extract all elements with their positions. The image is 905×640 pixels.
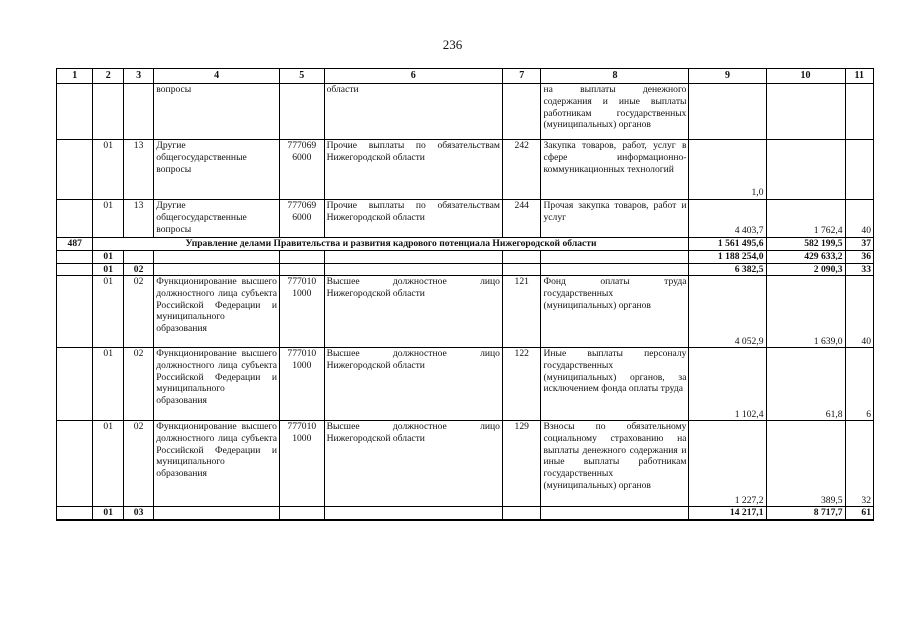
program-name-cell: Прочие выплаты по обязательствам Нижегородской области — [324, 140, 502, 200]
table-row — [57, 421, 874, 507]
target-code-cell: 777010 1000 — [279, 348, 324, 421]
table-row — [57, 263, 874, 276]
ministry-title-cell: Управление делами Правительства и развития кадрового потенциала Нижегородской области — [93, 238, 689, 251]
plan-amount-cell: 1 227,2 — [689, 421, 766, 507]
percent-cell: 6 — [845, 348, 873, 421]
actual-amount-cell: 8 717,7 — [766, 507, 845, 520]
actual-amount-cell: 61,8 — [766, 348, 845, 421]
target-code-cell: 777069 6000 — [279, 200, 324, 238]
header-cell: 9 — [689, 69, 766, 84]
expense-type-cell: Закупка товаров, работ, услуг в сфере информационно-коммуникационных технологий — [541, 140, 689, 200]
target-code-cell: 777010 1000 — [279, 421, 324, 507]
subsection-code-cell: 13 — [123, 140, 153, 200]
section-code-cell: 01 — [93, 250, 123, 263]
table-row — [57, 140, 874, 200]
percent-cell — [845, 140, 873, 200]
expense-code-cell: 121 — [502, 276, 541, 348]
subsection-code-cell: 02 — [123, 348, 153, 421]
percent-cell: 32 — [845, 421, 873, 507]
section-code-cell: 01 — [93, 276, 123, 348]
actual-amount-cell: 2 090,3 — [766, 263, 845, 276]
plan-amount-cell: 1 102,4 — [689, 348, 766, 421]
expense-type-cell: Прочая закупка товаров, работ и услуг — [541, 200, 689, 238]
table-row — [57, 348, 874, 421]
table-row — [57, 84, 874, 140]
subsection-code-cell: 03 — [123, 507, 153, 520]
header-cell: 3 — [123, 69, 153, 84]
plan-amount-cell: 1,0 — [689, 140, 766, 200]
percent-cell: 33 — [845, 263, 873, 276]
plan-amount-cell: 14 217,1 — [689, 507, 766, 520]
program-name-cell: Прочие выплаты по обязательствам Нижегородской области — [324, 200, 502, 238]
expense-code-cell: 244 — [502, 200, 541, 238]
subsection-code-cell: 02 — [123, 263, 153, 276]
section-name-cell: Другие общегосударственные вопросы — [154, 140, 280, 200]
header-row — [57, 69, 874, 84]
program-name-cell: Высшее должностное лицо Нижегородской области — [324, 421, 502, 507]
section-code-cell: 01 — [93, 263, 123, 276]
actual-amount-cell: 429 633,2 — [766, 250, 845, 263]
expense-type-cell: на выплаты денежного содержания и иные выплаты работникам государственных (муниципальных) органов — [541, 84, 689, 140]
section-name-cell: Другие общегосударственные вопросы — [154, 200, 280, 238]
section-name-cell: Функционирование высшего должностного лица субъекта Российской Федерации и муниципального образования — [154, 348, 280, 421]
program-name-cell: области — [324, 84, 502, 140]
actual-amount-cell: 389,5 — [766, 421, 845, 507]
section-code-cell: 01 — [93, 200, 123, 238]
table-row — [57, 200, 874, 238]
percent-cell: 40 — [845, 200, 873, 238]
budget-table — [56, 68, 874, 521]
header-cell: 10 — [766, 69, 845, 84]
expense-code-cell: 122 — [502, 348, 541, 421]
header-cell: 5 — [279, 69, 324, 84]
subsection-code-cell: 02 — [123, 421, 153, 507]
expense-code-cell: 242 — [502, 140, 541, 200]
plan-amount-cell: 4 052,9 — [689, 276, 766, 348]
table-row — [57, 276, 874, 348]
section-code-cell: 01 — [93, 348, 123, 421]
section-code-cell: 01 — [93, 421, 123, 507]
section-name-cell: вопросы — [154, 84, 280, 140]
percent-cell: 37 — [845, 238, 873, 251]
table-row — [57, 250, 874, 263]
target-code-cell: 777010 1000 — [279, 276, 324, 348]
expense-code-cell: 129 — [502, 421, 541, 507]
header-cell: 4 — [154, 69, 280, 84]
program-name-cell: Высшее должностное лицо Нижегородской области — [324, 348, 502, 421]
plan-amount-cell: 1 561 495,6 — [689, 238, 766, 251]
header-cell: 1 — [57, 69, 93, 84]
header-cell: 11 — [845, 69, 873, 84]
table-row — [57, 238, 874, 251]
plan-amount-cell: 4 403,7 — [689, 200, 766, 238]
page-number: 236 — [442, 37, 463, 52]
header-cell: 8 — [541, 69, 689, 84]
table-row — [57, 507, 874, 520]
actual-amount-cell: 1 639,0 — [766, 276, 845, 348]
expense-type-cell: Взносы по обязательному социальному страхованию на выплаты денежного содержания и иные выплаты работникам государственных (муниципальных) органов — [541, 421, 689, 507]
target-code-cell: 777069 6000 — [279, 140, 324, 200]
section-code-cell: 01 — [93, 140, 123, 200]
program-name-cell: Высшее должностное лицо Нижегородской области — [324, 276, 502, 348]
percent-cell: 36 — [845, 250, 873, 263]
subsection-code-cell: 13 — [123, 200, 153, 238]
ministry-code-cell: 487 — [57, 238, 93, 251]
actual-amount-cell — [766, 140, 845, 200]
section-name-cell: Функционирование высшего должностного лица субъекта Российской Федерации и муниципального образования — [154, 276, 280, 348]
actual-amount-cell: 1 762,4 — [766, 200, 845, 238]
header-cell: 6 — [324, 69, 502, 84]
actual-amount-cell: 582 199,5 — [766, 238, 845, 251]
plan-amount-cell: 6 382,5 — [689, 263, 766, 276]
percent-cell: 61 — [845, 507, 873, 520]
section-code-cell: 01 — [93, 507, 123, 520]
expense-type-cell: Фонд оплаты труда государственных (муниципальных) органов — [541, 276, 689, 348]
percent-cell: 40 — [845, 276, 873, 348]
subsection-code-cell: 02 — [123, 276, 153, 348]
plan-amount-cell: 1 188 254,0 — [689, 250, 766, 263]
header-cell: 7 — [502, 69, 541, 84]
section-name-cell: Функционирование высшего должностного лица субъекта Российской Федерации и муниципального образования — [154, 421, 280, 507]
header-cell: 2 — [93, 69, 123, 84]
expense-type-cell: Иные выплаты персоналу государственных (муниципальных) органов, за исключением фонда оплаты труда — [541, 348, 689, 421]
